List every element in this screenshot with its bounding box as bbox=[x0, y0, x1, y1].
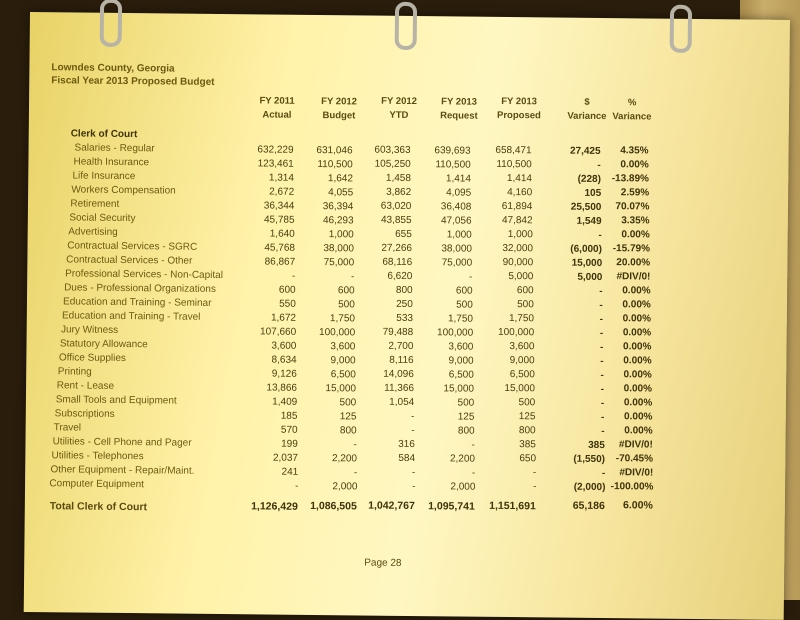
column-header-line2: Request bbox=[440, 110, 478, 122]
cell-value: 1,314 bbox=[268, 172, 295, 184]
cell-value: 3,862 bbox=[386, 186, 412, 199]
cell-value: 500 bbox=[457, 396, 475, 409]
cell-value: 5,000 bbox=[577, 271, 603, 283]
cell-value: 0.00% bbox=[623, 369, 652, 381]
total-value: 1,042,767 bbox=[368, 499, 415, 513]
column-header-line1: % bbox=[627, 96, 637, 108]
cell-value: 3,600 bbox=[271, 340, 297, 352]
cell-value: 800 bbox=[339, 424, 357, 436]
cell-value: 8,634 bbox=[271, 354, 297, 366]
cell-value: - bbox=[597, 159, 601, 171]
cell-value: 316 bbox=[398, 438, 415, 451]
cell-value: 75,000 bbox=[441, 256, 473, 269]
cell-value: - bbox=[532, 467, 537, 479]
column-header bbox=[249, 94, 305, 123]
cell-value: 0.00% bbox=[624, 411, 653, 423]
cell-value: 4,095 bbox=[446, 186, 472, 199]
cell-value: - bbox=[599, 313, 604, 325]
cell-value: 631,046 bbox=[316, 144, 353, 156]
cell-value: -15.79% bbox=[612, 243, 651, 255]
cell-value: 0.00% bbox=[622, 285, 651, 297]
column-header bbox=[371, 95, 427, 124]
total-value: 1,126,429 bbox=[251, 500, 298, 513]
cell-value: 1,409 bbox=[272, 396, 298, 408]
cell-value: 500 bbox=[517, 299, 534, 311]
cell-value: 110,500 bbox=[317, 158, 353, 170]
cell-value: - bbox=[600, 369, 604, 381]
cell-value: 123,461 bbox=[257, 158, 294, 170]
cell-value: 100,000 bbox=[437, 326, 474, 339]
cell-value: - bbox=[600, 355, 604, 367]
cell-value: 63,020 bbox=[380, 200, 412, 213]
cell-value: 11,366 bbox=[384, 382, 415, 395]
cell-value: 570 bbox=[280, 424, 298, 436]
cell-value: - bbox=[471, 467, 476, 479]
row-label: Workers Compensation bbox=[71, 184, 176, 197]
column-header-line1: FY 2013 bbox=[441, 96, 478, 108]
row-label: Advertising bbox=[68, 226, 118, 238]
cell-value: 1,750 bbox=[508, 313, 535, 325]
cell-value: (6,000) bbox=[570, 243, 603, 255]
cell-value: 14,096 bbox=[383, 368, 414, 381]
cell-value: 632,229 bbox=[257, 144, 294, 156]
cell-value: 125 bbox=[457, 411, 475, 423]
row-label: Other Equipment - Repair/Maint. bbox=[50, 464, 195, 477]
column-header-line2: Variance bbox=[567, 110, 607, 123]
cell-value: 600 bbox=[278, 284, 296, 296]
column-header-line1: FY 2013 bbox=[501, 96, 538, 108]
column-header-line1: FY 2012 bbox=[321, 95, 358, 108]
cell-value: 2,672 bbox=[269, 186, 295, 198]
fiscal-year-title: Fiscal Year 2013 Proposed Budget bbox=[51, 75, 215, 88]
cell-value: 32,000 bbox=[502, 242, 534, 255]
cell-value: - bbox=[599, 285, 603, 297]
cell-value: 15,000 bbox=[443, 382, 475, 395]
cell-value: - bbox=[295, 480, 299, 492]
column-header bbox=[604, 96, 660, 125]
budget-page bbox=[24, 12, 790, 620]
cell-value: 550 bbox=[279, 298, 296, 310]
cell-value: - bbox=[533, 481, 537, 493]
cell-value: 241 bbox=[281, 466, 299, 478]
cell-value: 6,500 bbox=[509, 369, 535, 381]
row-label: Jury Witness bbox=[60, 324, 119, 336]
cell-value: 385 bbox=[588, 439, 605, 451]
cell-value: 2,700 bbox=[388, 340, 414, 353]
cell-value: 2,000 bbox=[332, 480, 358, 492]
cell-value: 36,344 bbox=[263, 200, 295, 212]
cell-value: 0.00% bbox=[623, 383, 653, 395]
cell-value: 27,266 bbox=[381, 242, 413, 255]
cell-value: - bbox=[353, 438, 357, 450]
cell-value: 4,160 bbox=[507, 187, 533, 199]
cell-value: - bbox=[601, 425, 605, 437]
cell-value: 90,000 bbox=[502, 256, 534, 269]
total-value: 6.00% bbox=[623, 499, 653, 512]
cell-value: - bbox=[350, 270, 355, 282]
row-label: Dues - Professional Organizations bbox=[64, 282, 216, 295]
cell-value: 110,500 bbox=[496, 158, 532, 171]
row-label: Small Tools and Equipment bbox=[55, 394, 177, 407]
cell-value: 15,000 bbox=[504, 382, 536, 395]
row-label: Rent - Lease bbox=[56, 380, 115, 392]
column-header-line2: Budget bbox=[322, 109, 356, 122]
cell-value: 600 bbox=[337, 284, 355, 296]
cell-value: 125 bbox=[518, 411, 536, 423]
cell-value: 600 bbox=[516, 285, 534, 297]
row-label: Travel bbox=[53, 422, 82, 434]
cell-value: 2,200 bbox=[449, 452, 476, 465]
cell-value: 385 bbox=[519, 439, 536, 451]
cell-value: 6,500 bbox=[448, 368, 474, 381]
cell-value: 639,693 bbox=[434, 144, 471, 157]
cell-value: 25,500 bbox=[570, 201, 602, 213]
row-label: Retirement bbox=[70, 198, 120, 210]
cell-value: 0.00% bbox=[622, 327, 652, 339]
cell-value: 658,471 bbox=[495, 144, 532, 157]
cell-value: 45,768 bbox=[264, 242, 296, 254]
cell-value: 500 bbox=[518, 397, 536, 409]
cell-value: 603,363 bbox=[374, 144, 411, 156]
row-label: Printing bbox=[57, 366, 92, 378]
cell-value: 9,126 bbox=[271, 368, 297, 380]
binder-ring-right bbox=[670, 5, 693, 53]
section-title: Clerk of Court bbox=[70, 128, 138, 141]
cell-value: 75,000 bbox=[323, 256, 355, 268]
cell-value: - bbox=[471, 439, 475, 451]
row-label: Education and Training - Seminar bbox=[63, 296, 212, 309]
cell-value: 199 bbox=[281, 438, 298, 450]
cell-value: 1,642 bbox=[327, 172, 354, 184]
total-value: 1,086,505 bbox=[310, 500, 357, 513]
cell-value: 0.00% bbox=[623, 397, 653, 409]
cell-value: 1,414 bbox=[506, 173, 533, 185]
cell-value: - bbox=[599, 327, 604, 339]
cell-value: 1,549 bbox=[576, 215, 602, 227]
cell-value: 533 bbox=[396, 312, 414, 325]
cell-value: 70.07% bbox=[615, 201, 650, 213]
row-label: Professional Services - Non-Capital bbox=[65, 268, 224, 282]
column-header bbox=[431, 95, 487, 124]
cell-value: 2,037 bbox=[272, 452, 299, 464]
cell-value: 1,000 bbox=[446, 228, 472, 241]
cell-value: 6,620 bbox=[387, 270, 413, 283]
total-value: 1,151,691 bbox=[489, 499, 536, 513]
cell-value: -13.89% bbox=[611, 173, 650, 185]
page-number: Page 28 bbox=[364, 557, 402, 569]
cell-value: 3,600 bbox=[330, 340, 356, 352]
cell-value: 1,414 bbox=[445, 172, 472, 185]
cell-value: - bbox=[600, 383, 605, 395]
cell-value: (2,000) bbox=[573, 481, 606, 493]
cell-value: 0.00% bbox=[620, 159, 649, 171]
binder-ring-middle bbox=[395, 2, 418, 50]
cell-value: 1,000 bbox=[507, 229, 533, 241]
cell-value: (228) bbox=[577, 173, 602, 185]
cell-value: 38,000 bbox=[323, 242, 355, 254]
cell-value: 68,116 bbox=[382, 256, 413, 269]
cell-value: 600 bbox=[455, 284, 473, 297]
cell-value: 125 bbox=[339, 410, 357, 422]
cell-value: 100,000 bbox=[498, 326, 535, 339]
cell-value: 46,293 bbox=[322, 214, 354, 226]
column-header-line1: $ bbox=[584, 96, 590, 108]
cell-value: 1,458 bbox=[385, 172, 412, 184]
cell-value: 1,054 bbox=[389, 396, 415, 409]
cell-value: - bbox=[599, 299, 603, 311]
cell-value: - bbox=[353, 466, 358, 478]
cell-value: 36,408 bbox=[440, 200, 472, 213]
column-header-line2: Variance bbox=[612, 110, 652, 123]
cell-value: 43,855 bbox=[380, 214, 412, 227]
total-value: 1,095,741 bbox=[428, 499, 475, 513]
cell-value: 6,500 bbox=[330, 368, 356, 380]
row-label: Education and Training - Travel bbox=[61, 310, 201, 323]
column-header-line2: Actual bbox=[262, 109, 292, 121]
cell-value: 3,600 bbox=[509, 341, 535, 353]
row-label: Salaries - Regular bbox=[74, 142, 155, 155]
cell-value: 47,056 bbox=[440, 214, 472, 227]
cell-value: 9,000 bbox=[509, 355, 535, 367]
cell-value: 500 bbox=[339, 396, 357, 408]
cell-value: 27,425 bbox=[569, 145, 601, 157]
cell-value: 5,000 bbox=[508, 271, 534, 283]
binder-ring-left bbox=[100, 0, 123, 47]
cell-value: - bbox=[601, 411, 605, 423]
cell-value: #DIV/0! bbox=[618, 439, 653, 451]
row-label: Contractual Services - SGRC bbox=[67, 240, 198, 253]
row-label: Statutory Allowance bbox=[59, 338, 148, 351]
cell-value: 38,000 bbox=[441, 242, 473, 255]
cell-value: -70.45% bbox=[615, 453, 654, 465]
cell-value: 1,750 bbox=[329, 312, 356, 324]
cell-value: 20.00% bbox=[616, 257, 651, 269]
cell-value: 0.00% bbox=[624, 425, 653, 437]
cell-value: 800 bbox=[518, 425, 536, 437]
total-label: Total Clerk of Court bbox=[49, 500, 148, 514]
cell-value: 15,000 bbox=[325, 382, 357, 394]
cell-value: 110,500 bbox=[435, 158, 471, 171]
cell-value: 4,055 bbox=[328, 186, 354, 198]
cell-value: -100.00% bbox=[610, 481, 654, 493]
cell-value: - bbox=[598, 229, 602, 241]
cell-value: 105 bbox=[584, 187, 602, 199]
cell-value: #DIV/0! bbox=[616, 271, 651, 283]
cell-value: 8,116 bbox=[389, 354, 414, 367]
cell-value: 105,250 bbox=[374, 158, 411, 170]
row-label: Health Insurance bbox=[73, 156, 150, 169]
cell-value: 9,000 bbox=[448, 354, 474, 367]
column-header bbox=[491, 95, 547, 124]
row-label: Utilities - Telephones bbox=[51, 450, 144, 463]
cell-value: 800 bbox=[395, 284, 413, 297]
cell-value: (1,550) bbox=[573, 453, 606, 465]
cell-value: 185 bbox=[280, 410, 298, 422]
cell-value: 0.00% bbox=[622, 313, 652, 325]
cell-value: 61,894 bbox=[501, 200, 533, 213]
cell-value: 2.59% bbox=[620, 187, 650, 199]
row-label: Computer Equipment bbox=[49, 478, 145, 491]
cell-value: 1,672 bbox=[270, 312, 297, 324]
cell-value: 2,000 bbox=[450, 480, 476, 493]
cell-value: 1,000 bbox=[328, 228, 354, 240]
column-header bbox=[311, 95, 367, 124]
cell-value: 250 bbox=[396, 298, 413, 311]
row-label: Subscriptions bbox=[54, 408, 115, 420]
cell-value: - bbox=[600, 397, 605, 409]
column-header-line1: FY 2011 bbox=[259, 95, 295, 107]
cell-value: - bbox=[411, 411, 415, 423]
cell-value: 655 bbox=[395, 228, 412, 241]
cell-value: 86,867 bbox=[264, 256, 296, 268]
cell-value: 45,785 bbox=[263, 214, 295, 226]
column-header-line2: Proposed bbox=[496, 110, 541, 122]
cell-value: 0.00% bbox=[621, 229, 650, 241]
cell-value: 100,000 bbox=[318, 326, 356, 338]
cell-value: - bbox=[411, 467, 416, 479]
cell-value: 500 bbox=[456, 298, 473, 311]
cell-value: 0.00% bbox=[623, 355, 652, 367]
cell-value: 79,488 bbox=[382, 326, 414, 339]
cell-value: - bbox=[291, 270, 296, 282]
cell-value: 107,660 bbox=[259, 326, 297, 338]
cell-value: 584 bbox=[398, 452, 416, 465]
column-header-line2: YTD bbox=[389, 109, 409, 122]
cell-value: 800 bbox=[457, 425, 475, 437]
cell-value: 0.00% bbox=[622, 299, 651, 311]
cell-value: 36,394 bbox=[322, 200, 354, 212]
column-header-line1: FY 2012 bbox=[381, 95, 418, 108]
county-title: Lowndes County, Georgia bbox=[51, 62, 175, 75]
cell-value: 15,000 bbox=[571, 257, 603, 269]
cell-value: 1,640 bbox=[269, 228, 295, 240]
cell-value: - bbox=[601, 467, 606, 479]
cell-value: - bbox=[600, 341, 604, 353]
cell-value: 13,866 bbox=[266, 382, 298, 394]
row-label: Utilities - Cell Phone and Pager bbox=[52, 436, 192, 449]
row-label: Office Supplies bbox=[58, 352, 127, 365]
cell-value: 9,000 bbox=[330, 354, 356, 366]
row-label: Life Insurance bbox=[72, 170, 136, 183]
cell-value: 3.35% bbox=[621, 215, 650, 227]
cell-value: - bbox=[468, 271, 473, 283]
cell-value: 47,842 bbox=[501, 214, 533, 227]
cell-value: 1,750 bbox=[447, 312, 474, 325]
cell-value: - bbox=[412, 481, 416, 493]
cell-value: 500 bbox=[338, 298, 355, 310]
row-label: Contractual Services - Other bbox=[66, 254, 193, 267]
cell-value: 2,200 bbox=[331, 452, 358, 464]
cell-value: - bbox=[411, 425, 415, 437]
cell-value: 0.00% bbox=[623, 341, 652, 353]
cell-value: 4.35% bbox=[620, 145, 649, 157]
cell-value: #DIV/0! bbox=[619, 467, 654, 479]
row-label: Social Security bbox=[69, 212, 136, 225]
cell-value: 3,600 bbox=[448, 340, 474, 353]
cell-value: 650 bbox=[519, 453, 537, 465]
total-value: 65,186 bbox=[572, 499, 605, 513]
